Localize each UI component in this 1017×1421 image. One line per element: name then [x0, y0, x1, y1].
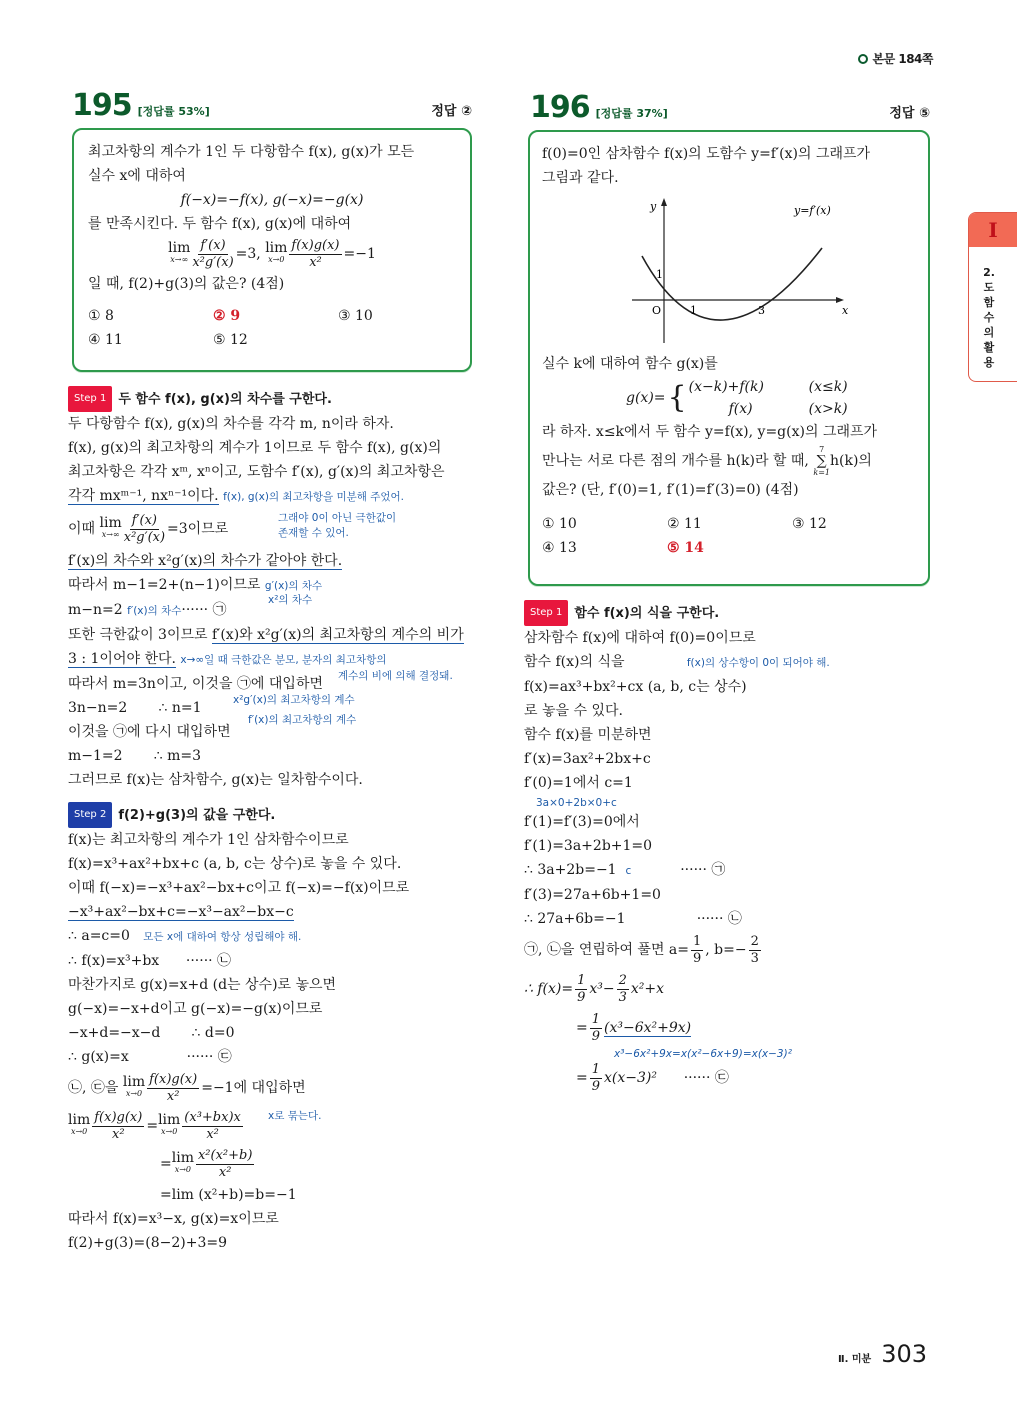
problem-number: 196 [530, 90, 590, 125]
problem-195-solution-step1: Step 1 두 함수 f(x), g(x)의 차수를 구한다. 두 다항함수 f(x), g(x)의 차수를 각각 m, n이라 하자. f(x), g(x)의 최고차항의 계수가 1이므로 두 함수 f(x), g(x)의 최고차항은 각각 xᵐ, xⁿ이고, 도함수 f′(x), g′(x)의 최고차항은 각각 mxᵐ⁻¹, nxⁿ⁻¹이다. f(x), g(x)의 최고차항을 미분해 주었어. 이때 lim x→∞ $\frac{f'(x)}{\text{x²g′(x)}}$ =3이므로 그래야 0이 아닌 극한값이 존재할 수 있어. f′(x)의 차수와 x²g′(x)의 차수가 같아야 한다. 따라서 m−1=2+(n−1)이므로 g′(x)의 차수 m−n=2 f′(x)의 차수······ ㉠ x²의 차수 또한 극한값이 3이므로 f′(x)와 x²g′(x)의 최고차항의 계수의 비가 3 : 1이어야 한다. x→∞일 때 극한값은 분모, 분자의 최고차항의 따라서 m=3n이고, 이것을 ㉠에 대입하면 계수의 비에 의해 결정돼. 3n−n=2 ∴ n=1 x²g′(x)의 최고차항의 계수 f′(x)의 최고차항의 계수 이것을 ㉠에 다시 대입하면 m−1=2 ∴ m=3 그러므로 f(x)는 삼차함수, g(x)는 일차함수이다. [68, 386, 478, 792]
choice-5-checked[interactable]: ⑤ 14 [667, 540, 704, 556]
problem-195-solution-step2: Step 2 f(2)+g(3)의 값을 구한다. f(x)는 최고차항의 계수가 1인 삼차함수이므로 f(x)=x³+ax²+bx+c (a, b, c는 상수)로 놓을 수 있다. 이때 f(−x)=−x³+ax²−bx+c이고 f(−x)=−f(x)이므로 −x³+ax²−bx+c=−x³−ax²−bx−c ∴ a=c=0 모든 x에 대하여 항상 성립해야 해. ∴ f(x)=x³+bx ······ ㉡ 마찬가지로 g(x)=x+d (d는 상수)로 놓으면 g(−x)=−x+d이고 g(−x)=−g(x)이므로 −x+d=−x−d ∴ d=0 ∴ g(x)=x ······ ㉢ ㉡, ㉢을 lim x→0 $\frac{f(x)g(x)}{\text{x²}}$ =−1에 대입하면 lim x→0 $\frac{f(x)g(x)}{\text{x²}}$ = lim x→0 $\frac{\text{(x³+bx)x}}{\text{x²}}$ x로 묶는다. = lim x→0 $\frac{\text{x²(x²+b)}}{\text{x²}}$ =lim (x²+b)=b=−1 따라서 f(x)=x³−x, g(x)=x이므로 f(2)+g(3)=(8−2)+3=9 [68, 802, 478, 1255]
problem-196-question-box [528, 130, 930, 586]
annotation-note: x→∞일 때 극한값은 분모, 분자의 최고차항의 [180, 654, 387, 666]
solution-line: f(x)=x³+ax²+bx+c (a, b, c는 상수)로 놓을 수 있다. [68, 856, 402, 872]
question-text: 라 하자. x≤k에서 두 함수 y=f(x), y=g(x)의 그래프가 [542, 424, 878, 440]
solution-line: f(x), g(x)의 최고차항의 계수가 1이므로 두 함수 f(x), g(x)의 [68, 440, 442, 456]
choice-3[interactable]: ③ 12 [792, 516, 827, 532]
solution-line: 3n−n=2 [68, 700, 128, 716]
chapter-side-tab [968, 212, 1017, 382]
choice-1[interactable]: ① 10 [542, 516, 577, 532]
annotation-note: 그래야 0이 아닌 극한값이 존재할 수 있어. [278, 512, 397, 539]
svg-text:1: 1 [656, 268, 663, 281]
solution-line: ㉡, ㉢을 [68, 1080, 119, 1096]
piecewise-definition: g(x)= { (x−k)+f(k) (x≤k) f(x) (x>k) [626, 379, 848, 417]
solution-line: 로 놓을 수 있다. [524, 703, 623, 719]
annotation-note: f′(x)의 차수 [127, 605, 182, 617]
solution-line: ∴ 27a+6b=−1 [524, 911, 626, 927]
solution-line: f′(0)=1에서 c=1 [524, 775, 633, 791]
choice-4[interactable]: ④ 13 [542, 540, 577, 556]
solution-line: ∴ a=c=0 [68, 928, 130, 944]
question-text: 최고차항의 계수가 1인 두 다항함수 f(x), g(x)가 모든 [88, 144, 415, 160]
annotation-note: 계수의 비에 의해 결정돼. [338, 670, 453, 682]
problem-196-header [530, 90, 930, 125]
question-text: 실수 k에 대하여 함수 g(x)를 [542, 356, 718, 372]
annotation-note: 3a×0+2b×0+c [536, 797, 617, 809]
choice-3[interactable]: ③ 10 [338, 308, 373, 324]
solution-line: f′(x)의 차수와 x²g′(x)의 차수가 같아야 한다. [68, 553, 343, 569]
problem-195-question-box [72, 128, 472, 372]
problem-number: 195 [72, 88, 132, 123]
svg-text:y: y [650, 200, 657, 213]
solution-line: x(x−3)² [604, 1070, 657, 1086]
solution-line: 이것을 ㉠에 다시 대입하면 [68, 724, 231, 740]
problem-196-solution-step1: Step 1 함수 f(x)의 식을 구한다. 삼차함수 f(x)에 대하여 f(0)=0이므로 함수 f(x)의 식을 f(x)의 상수항이 0이 되어야 해. f(x)=ax³+bx²+cx (a, b, c는 상수) 로 놓을 수 있다. 함수 f(x)를 미분하면 f′(x)=3ax²+2bx+c f′(0)=1에서 c=1 3a×0+2b×0+c f′(1)=f′(3)=0에서 f′(1)=3a+2b+1=0 ∴ 3a+2b=−1 c ······ ㉠ f′(3)=27a+6b+1=0 ∴ 27a+6b=−1 ······ ㉡ ㉠, ㉡을 연립하여 풀면 a= $\frac{1}{9}$ , b=− $\frac{2}{3}$ ∴ f(x)= $\frac{1}{9}$ x³− $\frac{2}{3}$ x²+x = $\frac{1}{9}$ (x³−6x²+9x) x³−6x²+9x=x(x²−6x+9)=x(x−3)² = $\frac{1}{9}$ x(x−3)² ······ ㉢ [524, 600, 934, 1096]
solution-line: f′(1)=f′(3)=0에서 [524, 814, 640, 830]
question-text: 를 만족시킨다. 두 함수 f(x), g(x)에 대하여 [88, 216, 352, 232]
annotation-note: f′(x)의 최고차항의 계수 [248, 714, 357, 726]
solution-line: f(x)는 최고차항의 계수가 1인 삼차함수이므로 [68, 832, 349, 848]
correct-rate: [정답률 37%] [595, 107, 668, 120]
solution-line: 각각 mxᵐ⁻¹, nxⁿ⁻¹이다. [68, 488, 219, 504]
solution-line: 따라서 m−1=2+(n−1)이므로 [68, 577, 261, 593]
choice-5[interactable]: ⑤ 12 [213, 332, 248, 348]
choice-2[interactable]: ② 11 [667, 516, 702, 532]
solution-line: 삼차함수 f(x)에 대하여 f(0)=0이므로 [524, 630, 756, 646]
solution-line: ∴ g(x)=x [68, 1049, 129, 1065]
problem-195-header [72, 88, 472, 123]
solution-line: g(−x)=−x+d이고 g(−x)=−g(x)이므로 [68, 1001, 323, 1017]
question-text: f(0)=0인 삼차함수 f(x)의 도함수 y=f′(x)의 그래프가 [542, 146, 871, 162]
solution-line: −x³+ax²−bx+c=−x³−ax²−bx−c [68, 904, 294, 920]
solution-line: f′(1)=3a+2b+1=0 [524, 838, 653, 854]
step-title: 함수 f(x)의 식을 구한다. [574, 606, 720, 621]
solution-line: 마찬가지로 g(x)=x+d (d는 상수)로 놓으면 [68, 977, 337, 993]
solution-line: 그러므로 f(x)는 삼차함수, g(x)는 일차함수이다. [68, 772, 363, 788]
svg-text:x: x [842, 304, 849, 317]
svg-text:y=f′(x): y=f′(x) [794, 204, 831, 217]
question-limit-equation: lim x→∞ $\frac{f'(x)}{\text{x²g′(x)}}$ =3, lim x→0 $\frac{f(x)g(x)}{\text{x²}}$ =−1 [168, 237, 376, 270]
svg-text:1: 1 [690, 304, 697, 317]
solution-line: 3 : 1이어야 한다. [68, 651, 176, 667]
derivative-graph [632, 198, 862, 348]
svg-text:O: O [652, 304, 662, 317]
solution-line: ∴ f(x)= [524, 981, 574, 997]
solution-line: 두 다항함수 f(x), g(x)의 차수를 각각 m, n이라 하자. [68, 416, 394, 432]
page-reference: 본문 184쪽 [858, 50, 933, 67]
answer-label: 정답 ⑤ [889, 106, 930, 121]
solution-line: =lim (x²+b)=b=−1 [160, 1187, 297, 1203]
annotation-note: x²g′(x)의 최고차항의 계수 [233, 694, 355, 706]
choice-4[interactable]: ④ 11 [88, 332, 123, 348]
answer-choices [542, 512, 916, 560]
solution-line: (x³−6x²+9x) [604, 1020, 692, 1036]
svg-text:3: 3 [758, 304, 765, 317]
solution-line: ∴ f(x)=x³+bx [68, 953, 160, 969]
section-label: Ⅱ. 미분 [838, 1354, 872, 1365]
answer-label: 정답 ② [431, 104, 472, 119]
page-footer [838, 1340, 927, 1368]
question-text: 일 때, f(2)+g(3)의 값은? (4점) [88, 276, 285, 292]
question-text: 값은? (단, f′(0)=1, f′(1)=f′(3)=0) (4점) [542, 482, 799, 498]
step-title: f(2)+g(3)의 값을 구한다. [118, 808, 276, 823]
annotation-note: x로 묶는다. [268, 1110, 322, 1122]
step-badge: Step 2 [68, 802, 112, 828]
solution-line: 따라서 m=3n이고, 이것을 ㉠에 대입하면 [68, 676, 323, 692]
solution-line: ∴ 3a+2b=−1 [524, 862, 617, 878]
solution-line: 이때 f(−x)=−x³+ax²−bx+c이고 f(−x)=−f(x)이므로 [68, 880, 410, 896]
solution-line: f′(3)=27a+6b+1=0 [524, 887, 661, 903]
solution-line: ㉠, ㉡을 연립하여 풀면 a= [524, 942, 689, 958]
chapter-roman-numeral: I [969, 213, 1017, 247]
correct-rate: [정답률 53%] [137, 105, 210, 118]
step-badge: Step 1 [524, 600, 568, 626]
solution-line: m−n=2 [68, 602, 123, 618]
question-text: 그림과 같다. [542, 170, 619, 186]
choice-2-checked[interactable]: ② 9 [213, 308, 241, 324]
question-text: 실수 x에 대하여 [88, 168, 186, 184]
solution-line: 따라서 f(x)=x³−x, g(x)=x이므로 [68, 1211, 279, 1227]
step-title: 두 함수 f(x), g(x)의 차수를 구한다. [118, 392, 332, 407]
answer-choices [88, 304, 456, 352]
annotation-note: x²의 차수 [268, 594, 313, 606]
annotation-note: f(x)의 상수항이 0이 되어야 해. [686, 657, 830, 669]
step-badge: Step 1 [68, 386, 112, 412]
annotation-note: f(x), g(x)의 최고차항을 미분해 주었어. [223, 491, 405, 503]
solution-line: f′(x)=3ax²+2bx+c [524, 751, 651, 767]
chapter-title: 2.도함수의활용 [983, 266, 995, 369]
annotation-note: x³−6x²+9x=x(x²−6x+9)=x(x−3)² [614, 1048, 792, 1060]
solution-line: 또한 극한값이 3이므로 [68, 627, 212, 643]
solution-line: −x+d=−x−d [68, 1025, 161, 1041]
solution-line: 이때 [68, 521, 96, 537]
solution-line: 최고차항은 각각 xᵐ, xⁿ이고, 도함수 f′(x), g′(x)의 최고차항은 [68, 464, 445, 480]
circle-icon [858, 54, 868, 64]
solution-line: f(x)=ax³+bx²+cx (a, b, c는 상수) [524, 679, 747, 695]
annotation-note: g′(x)의 차수 [264, 580, 323, 592]
page-number: 303 [881, 1340, 927, 1368]
annotation-note: 모든 x에 대하여 항상 성립해야 해. [143, 931, 302, 943]
solution-line: 함수 f(x)의 식을 [524, 654, 625, 670]
choice-1[interactable]: ① 8 [88, 308, 114, 324]
solution-line: 함수 f(x)를 미분하면 [524, 727, 652, 743]
question-equation: f(−x)=−f(x), g(−x)=−g(x) [180, 192, 364, 208]
solution-line: m−1=2 [68, 748, 123, 764]
question-text: 만나는 서로 다른 점의 개수를 h(k)라 할 때, 7 ∑ k=1 h(k)의 [542, 445, 872, 477]
solution-line: f(2)+g(3)=(8−2)+3=9 [68, 1235, 228, 1251]
